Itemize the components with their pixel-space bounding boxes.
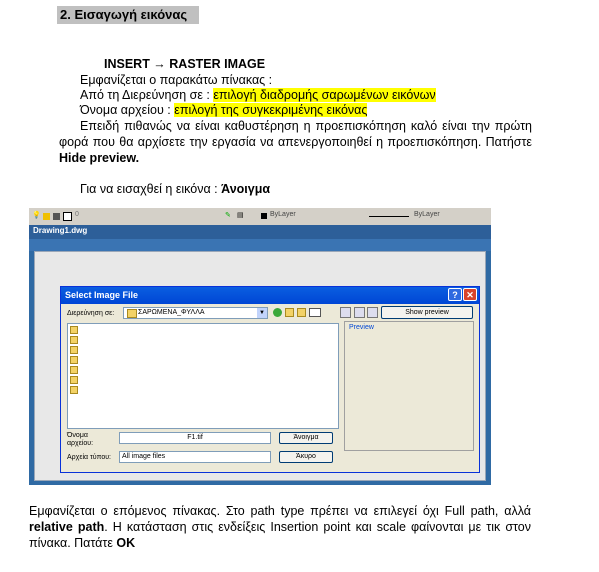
color-bylayer: ByLayer bbox=[270, 211, 296, 218]
preview-label: Preview bbox=[349, 324, 374, 331]
filename-instruction bbox=[80, 102, 367, 118]
layers-toolbar bbox=[29, 208, 491, 226]
drawing-header bbox=[29, 239, 491, 251]
color-swatch-icon bbox=[63, 212, 72, 221]
hide-preview-text: Hide preview. bbox=[59, 151, 140, 165]
ok-text: OK bbox=[116, 536, 136, 550]
open-instruction-bold: Άνοιγμα bbox=[221, 182, 271, 196]
open-instruction-prefix: Για να εισαχθεί η εικόνα : bbox=[80, 182, 222, 196]
file-icon[interactable] bbox=[70, 376, 78, 384]
path-paragraph-b: . Η κατάσταση στις ενδείξεις Insertion point και scale φαίνονται με τικ στον πίνακα. Πατάτε bbox=[29, 520, 532, 550]
folder-icon bbox=[127, 309, 137, 318]
color-icon bbox=[261, 213, 267, 219]
file-icon[interactable] bbox=[70, 366, 78, 374]
layer-tools-icon: ✎ bbox=[225, 212, 231, 219]
chevron-down-icon: ▼ bbox=[257, 308, 267, 318]
file-icon[interactable] bbox=[70, 336, 78, 344]
filename-input[interactable]: F1.tif bbox=[119, 432, 271, 444]
lookin-instruction bbox=[80, 87, 436, 103]
path-paragraph-a: Εμφανίζεται ο επόμενος πίνακας. Στο path type πρέπει να επιλεγεί όχι Full path, αλλά bbox=[29, 504, 531, 518]
section-heading: 2. Εισαγωγή εικόνας bbox=[57, 6, 199, 24]
layer-prev-icon: ▤ bbox=[237, 212, 244, 219]
help-button[interactable]: ? bbox=[448, 288, 462, 301]
lookin-label: Διερεύνηση σε: bbox=[67, 310, 115, 317]
tools-icon[interactable] bbox=[367, 307, 378, 318]
drawing-tab[interactable] bbox=[29, 225, 491, 239]
lightbulb-icon: 💡 bbox=[32, 212, 41, 219]
linetype-line bbox=[369, 216, 409, 217]
dialog-titlebar bbox=[61, 287, 479, 304]
cancel-button[interactable]: Άκυρο bbox=[279, 451, 333, 463]
preview-paragraph-text: Επειδή πιθανώς να είναι καθυστέρηση η προεπισκόπηση καλό είναι την πρώτη φορά που θα αρχίσετε την εργασία να απενεργοποιηθεί η προεπισκόπηση. Πατήστε bbox=[59, 119, 532, 149]
lookin-prefix: Από τη Διερεύνηση σε : bbox=[80, 88, 214, 102]
file-icon[interactable] bbox=[70, 346, 78, 354]
file-list[interactable] bbox=[67, 323, 339, 429]
filename-prefix: Όνομα αρχείου : bbox=[80, 103, 175, 117]
close-button[interactable]: ✕ bbox=[463, 288, 477, 301]
preview-box bbox=[344, 321, 474, 451]
open-instruction bbox=[80, 181, 270, 197]
filetype-label: Αρχεία τύπου: bbox=[67, 454, 111, 461]
file-icon[interactable] bbox=[70, 356, 78, 364]
filename-highlight: επιλογή της συγκεκριμένης εικόνας bbox=[174, 103, 368, 117]
lookin-value: ΣΑΡΩΜΕΝΑ_ΦΥΛΛΑ bbox=[138, 309, 205, 316]
path-paragraph bbox=[29, 503, 531, 551]
preview-paragraph bbox=[59, 118, 532, 166]
filetype-value: All image files bbox=[122, 453, 166, 460]
filename-label: Όνομα αρχείου: bbox=[67, 432, 94, 447]
filetype-select[interactable] bbox=[119, 451, 271, 463]
find-icon[interactable] bbox=[340, 307, 351, 318]
lookin-highlight: επιλογή διαδρομής σαρωμένων εικόνων bbox=[213, 88, 436, 102]
lock-icon bbox=[53, 213, 60, 220]
lookin-select[interactable] bbox=[123, 307, 268, 319]
linetype-bylayer: ByLayer bbox=[414, 211, 440, 218]
new-folder-icon[interactable] bbox=[297, 308, 306, 317]
file-icon[interactable] bbox=[70, 326, 78, 334]
file-icon[interactable] bbox=[70, 386, 78, 394]
show-preview-button[interactable]: Show preview bbox=[381, 306, 473, 319]
dialog-title: Select Image File bbox=[65, 290, 139, 300]
select-image-dialog bbox=[60, 286, 480, 473]
open-button[interactable]: Άνοιγμα bbox=[279, 432, 333, 444]
intro-line: Εμφανίζεται ο παρακάτω πίνακας : bbox=[80, 73, 273, 87]
views-icon[interactable] bbox=[309, 308, 321, 317]
autocad-screenshot bbox=[29, 208, 491, 485]
sun-icon bbox=[43, 213, 50, 220]
back-icon[interactable] bbox=[273, 308, 282, 317]
command-line: INSERT → RASTER IMAGE bbox=[104, 57, 266, 71]
drawing-tab-title: Drawing1.dwg bbox=[33, 226, 88, 235]
layer-name: 0 bbox=[75, 211, 79, 218]
locate-icon[interactable] bbox=[354, 307, 365, 318]
up-folder-icon[interactable] bbox=[285, 308, 294, 317]
relative-path-text: relative path bbox=[29, 520, 105, 534]
